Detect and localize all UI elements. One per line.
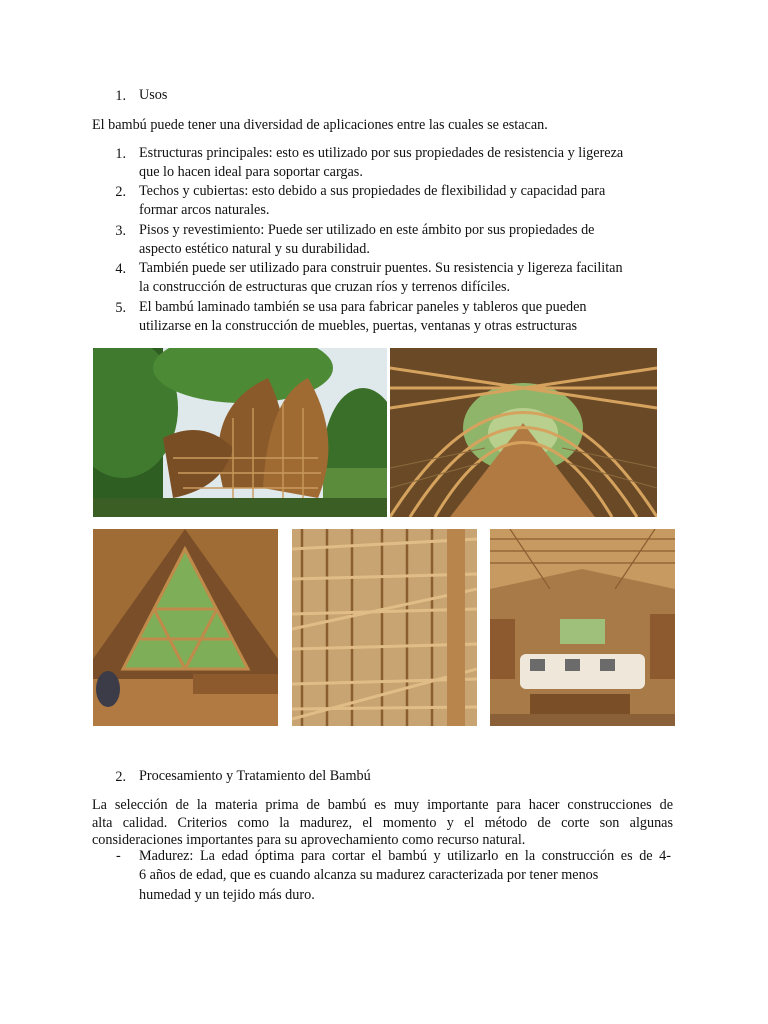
section2-number: 2. <box>115 769 126 785</box>
list-item-number: 1. <box>115 146 126 162</box>
bamboo-window-photo <box>93 529 278 726</box>
bullet-line: 6 años de edad, que es cuando alcanza su madurez caracterizada por tener menos <box>139 867 599 883</box>
list-item-line: aspecto estético natural y su durabilidad. <box>139 241 370 257</box>
list-item-line: Estructuras principales: esto es utilizado por sus propiedades de resistencia y ligereza <box>139 145 624 161</box>
list-item-line: formar arcos naturales. <box>139 202 270 218</box>
list-item-number: 2. <box>115 184 126 200</box>
list-item-number: 3. <box>115 223 126 239</box>
bullet-line: humedad y un tejido más duro. <box>139 887 315 903</box>
bamboo-scaffold-photo <box>292 529 477 726</box>
bullet-marker: - <box>116 848 121 864</box>
bullet-line: Madurez: La edad óptima para cortar el bambú y utilizarlo en la construcción es de 4- <box>139 848 671 864</box>
section1-heading: Usos <box>139 87 168 103</box>
section2-paragraph-line: alta calidad. Criterios como la madurez, el momento y el método de corte son algunas <box>92 815 673 831</box>
list-item-line: El bambú laminado también se usa para fabricar paneles y tableros que pueden <box>139 299 587 315</box>
list-item-number: 4. <box>115 261 126 277</box>
bamboo-treehouse-photo <box>93 348 387 517</box>
section1-intro: El bambú puede tener una diversidad de aplicaciones entre las cuales se estacan. <box>92 117 548 133</box>
list-item-line: que lo hacen ideal para soportar cargas. <box>139 164 363 180</box>
list-item-number: 5. <box>115 300 126 316</box>
section2-paragraph-line: consideraciones importantes para su aprovechamiento como recurso natural. <box>92 832 526 848</box>
section1-number: 1. <box>115 88 126 104</box>
list-item-line: Pisos y revestimiento: Puede ser utilizado en este ámbito por sus propiedades de <box>139 222 595 238</box>
section2-paragraph-line: La selección de la materia prima de bambú es muy importante para hacer construcciones de <box>92 797 673 813</box>
list-item-line: Techos y cubiertas: esto debido a sus propiedades de flexibilidad y capacidad para <box>139 183 606 199</box>
section2-heading: Procesamiento y Tratamiento del Bambú <box>139 768 371 784</box>
list-item-line: También puede ser utilizado para construir puentes. Su resistencia y ligereza facilitan <box>139 260 623 276</box>
list-item-line: utilizarse en la construcción de muebles, puertas, ventanas y otras estructuras <box>139 318 578 334</box>
bamboo-living-room-photo <box>490 529 675 726</box>
bamboo-bridge-photo <box>390 348 657 517</box>
list-item-line: la construcción de estructuras que cruzan ríos y terrenos difíciles. <box>139 279 511 295</box>
